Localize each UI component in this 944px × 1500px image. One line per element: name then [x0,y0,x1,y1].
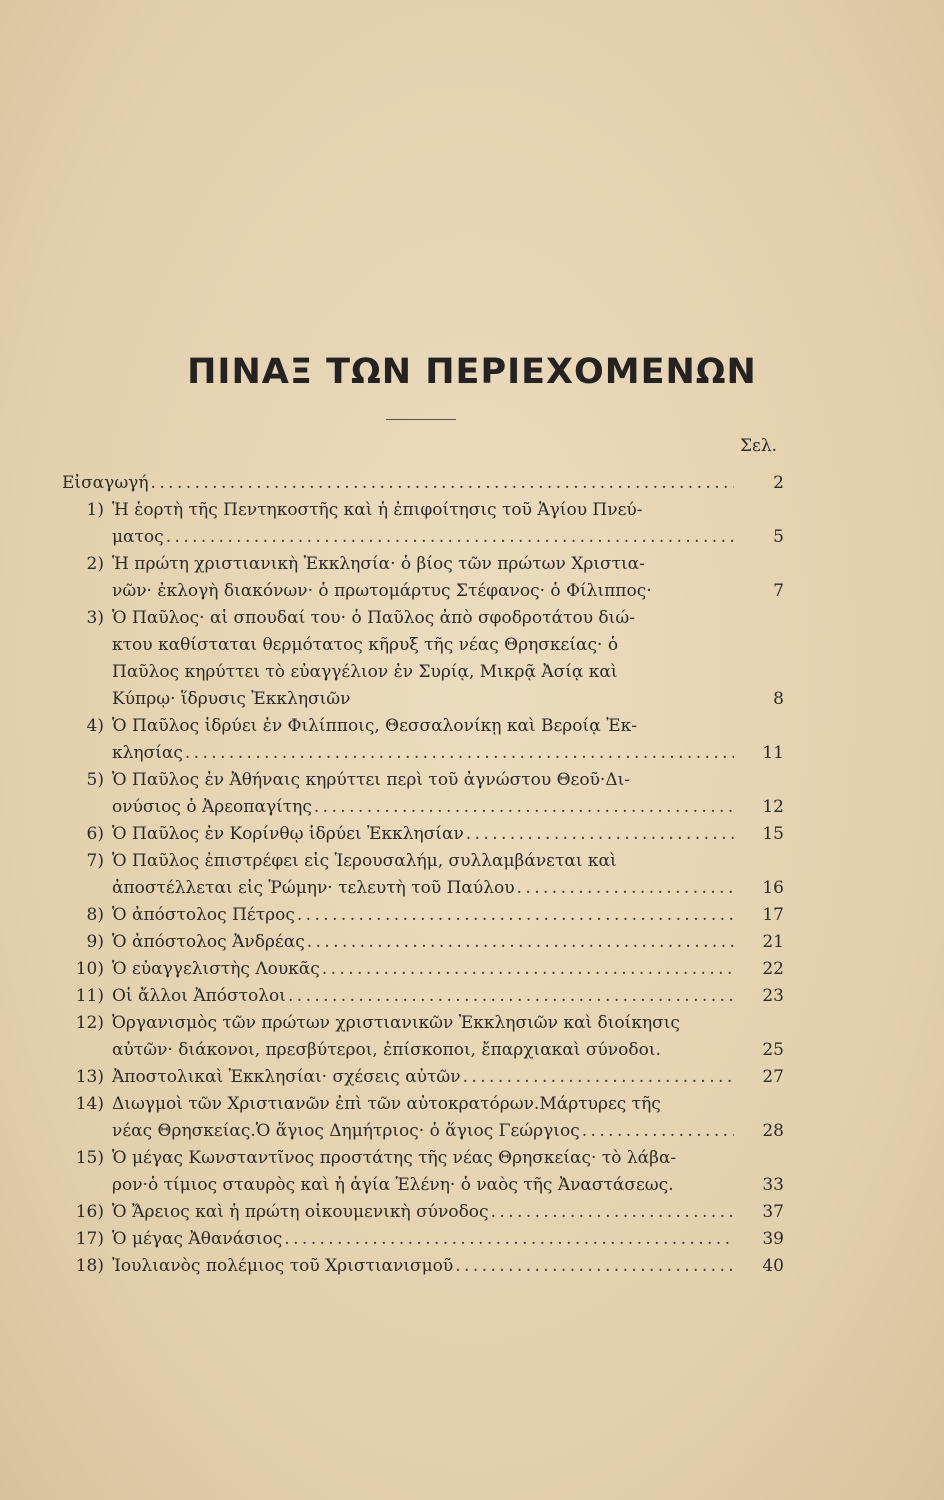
toc-entry-page: 33 [762,1175,784,1195]
toc-entry-text: Ὁ ἀπόστολος Πέτρος [112,905,295,925]
toc-entry-text: Κύπρῳ· ἵδρυσις Ἐκκλησιῶν [112,689,351,709]
toc-entry-number: 14) [75,1094,104,1114]
leader-dots [314,794,734,821]
leader-dots [322,956,734,983]
toc-entry-text: νέας Θρησκείας.Ὁ ἅγιος Δημήτριος· ὁ ἅγιος Γεώργιος [112,1121,580,1141]
toc-entry-number: 12) [75,1013,104,1033]
toc-entry [62,929,784,956]
toc-entry-text: Ὁ μέγας Ἀθανάσιος [112,1229,283,1249]
toc-entry [62,605,784,713]
toc-entry-number: 16) [75,1202,104,1222]
leader-dots [463,1064,734,1091]
toc-entry [62,983,784,1010]
toc-entry-page: 8 [773,689,784,709]
toc-entry-page: 7 [773,581,784,601]
page-title: ΠΙΝΑΞ ΤΩΝ ΠΕΡΙΕΧΟΜΕΝΩΝ [187,352,757,392]
leader-dots [288,983,734,1010]
toc-entry-text: ἀποστέλλεται εἰς Ῥώμην· τελευτὴ τοῦ Παύλου [112,878,515,898]
toc-entry-number: 17) [75,1229,104,1249]
toc-entry-number: 6) [86,824,104,844]
toc-entry-page: 23 [762,986,784,1006]
toc-entry [62,902,784,929]
toc-entry-page: 40 [762,1256,784,1276]
toc-entry-text: Ὁ Παῦλος ἐν Κορίνθῳ ἱδρύει Ἐκκλησίαν [112,824,464,844]
toc-entry-text: Ὀργανισμὸς τῶν πρώτων χριστιανικῶν Ἐκκλησιῶν καὶ διοίκησις [112,1013,680,1033]
toc-entry-page: 5 [773,527,784,547]
toc-entry-text: Ὁ Παῦλος· αἱ σπουδαί του· ὁ Παῦλος ἀπὸ σφοδροτάτου διώ- [112,608,635,628]
toc-entry-number: 13) [75,1067,104,1087]
toc-entry-text: Ἡ πρώτη χριστιανικὴ Ἐκκλησία· ὁ βίος τῶν πρώτων Χριστια- [112,554,645,574]
toc-entry-page: 37 [762,1202,784,1222]
leader-dots [466,821,734,848]
toc-entry-number: 18) [75,1256,104,1276]
toc-entry [62,767,784,821]
leader-dots [297,902,734,929]
toc-entry-text: Ὁ Παῦλος ἱδρύει ἐν Φιλίπποις, Θεσσαλονίκῃ καὶ Βεροίᾳ Ἐκ- [112,716,637,736]
toc-entry [62,1064,784,1091]
leader-dots [455,1253,734,1280]
toc-entry-text: Οἱ ἄλλοι Ἀπόστολοι [112,986,286,1006]
toc-entry-page: 27 [762,1067,784,1087]
toc-entry-page: 22 [762,959,784,979]
toc-entry-page: 25 [762,1040,784,1060]
leader-dots [582,1118,734,1145]
toc-entry [62,848,784,902]
toc-entry-text: ματος [112,527,164,547]
page-column-label: Σελ. [740,436,778,456]
toc-entry-text: Ἀποστολικαὶ Ἐκκλησίαι· σχέσεις αὐτῶν [112,1067,461,1087]
toc-entry-number: 1) [86,500,104,520]
toc-entry-text: Ὁ Παῦλος ἐν Ἀθήναις κηρύττει περὶ τοῦ ἀγνώστου Θεοῦ·Δι- [112,770,631,790]
toc-entry [62,821,784,848]
toc-entry-number: 3) [86,608,104,628]
toc-entry [62,497,784,551]
toc-entry-text: Ὁ Παῦλος ἐπιστρέφει εἰς Ἱερουσαλήμ, συλλαμβάνεται καὶ [112,851,617,871]
title-rule [386,419,456,420]
toc-entry [62,713,784,767]
toc-entry-page: 2 [773,473,784,493]
leader-dots [307,929,734,956]
toc-entry-page: 16 [762,878,784,898]
toc-entry-text: Ἰουλιανὸς πολέμιος τοῦ Χριστιανισμοῦ [112,1256,454,1276]
toc-entry [62,1226,784,1253]
toc-entry-page: 15 [762,824,784,844]
toc-entry-text: κτου καθίσταται θερμότατος κῆρυξ τῆς νέας Θρησκείας· ὁ [112,635,619,655]
toc-entry [62,470,784,497]
toc-entry-page: 12 [762,797,784,817]
toc-entry-number: 10) [75,959,104,979]
toc-entry-text: νῶν· ἐκλογὴ διακόνων· ὁ πρωτομάρτυς Στέφανος· ὁ Φίλιππος· [112,581,652,601]
toc-entry [62,551,784,605]
toc-entry-page: 17 [762,905,784,925]
toc-entry-page: 11 [762,743,784,763]
toc-entry-number: 7) [86,851,104,871]
toc-entry-text: ονύσιος ὁ Ἀρεοπαγίτης [112,797,312,817]
toc-entry-text: αὐτῶν· διάκονοι, πρεσβύτεροι, ἐπίσκοποι, ἔπαρχιακαὶ σύνοδοι. [112,1040,661,1060]
toc-entry [62,956,784,983]
leader-dots [166,524,734,551]
toc-entry-text: Εἰσαγωγή [62,473,149,493]
leader-dots [517,875,734,902]
toc-entry-text: Ὁ μέγας Κωνσταντῖνος προστάτης τῆς νέας Θρησκείας· τὸ λάβα- [112,1148,677,1168]
toc-entry [62,1010,784,1064]
toc-entry-number: 4) [86,716,104,736]
toc-entry [62,1145,784,1199]
toc-entry [62,1199,784,1226]
toc-entry-text: Ὁ Ἄρειος καὶ ἡ πρώτη οἰκουμενικὴ σύνοδος [112,1202,489,1222]
toc-entry-text: Ὁ εὐαγγελιστὴς Λουκᾶς [112,959,320,979]
leader-dots [284,1226,734,1253]
toc-entry-text: κλησίας [112,743,183,763]
toc-entry-text: Ὁ ἀπόστολος Ἀνδρέας [112,932,305,952]
toc-entry-number: 5) [86,770,104,790]
toc-entry-page: 21 [762,932,784,952]
toc-entry-text: Ἡ ἑορτὴ τῆς Πεντηκοστῆς καὶ ἡ ἐπιφοίτησις τοῦ Ἁγίου Πνεύ- [112,500,643,520]
toc-entry-number: 15) [75,1148,104,1168]
toc-entry-number: 8) [86,905,104,925]
leader-dots [151,470,734,497]
toc-entry-number: 2) [86,554,104,574]
toc-entry [62,1253,784,1280]
toc-entry [62,1091,784,1145]
toc-entry-page: 39 [762,1229,784,1249]
leader-dots [185,740,734,767]
table-of-contents [62,470,784,1280]
toc-entry-text: Διωγμοὶ τῶν Χριστιανῶν ἐπὶ τῶν αὐτοκρατόρων.Μάρτυρες τῆς [112,1094,661,1114]
toc-entry-text: ρον·ὁ τίμιος σταυρὸς καὶ ἡ ἁγία Ἑλένη· ὁ ναὸς τῆς Ἀναστάσεως. [112,1175,674,1195]
toc-entry-number: 11) [75,986,104,1006]
toc-entry-text: Παῦλος κηρύττει τὸ εὐαγγέλιον ἐν Συρίᾳ, Μικρᾷ Ἀσίᾳ καὶ [112,662,618,682]
toc-entry-page: 28 [762,1121,784,1141]
toc-entry-number: 9) [86,932,104,952]
leader-dots [491,1199,734,1226]
